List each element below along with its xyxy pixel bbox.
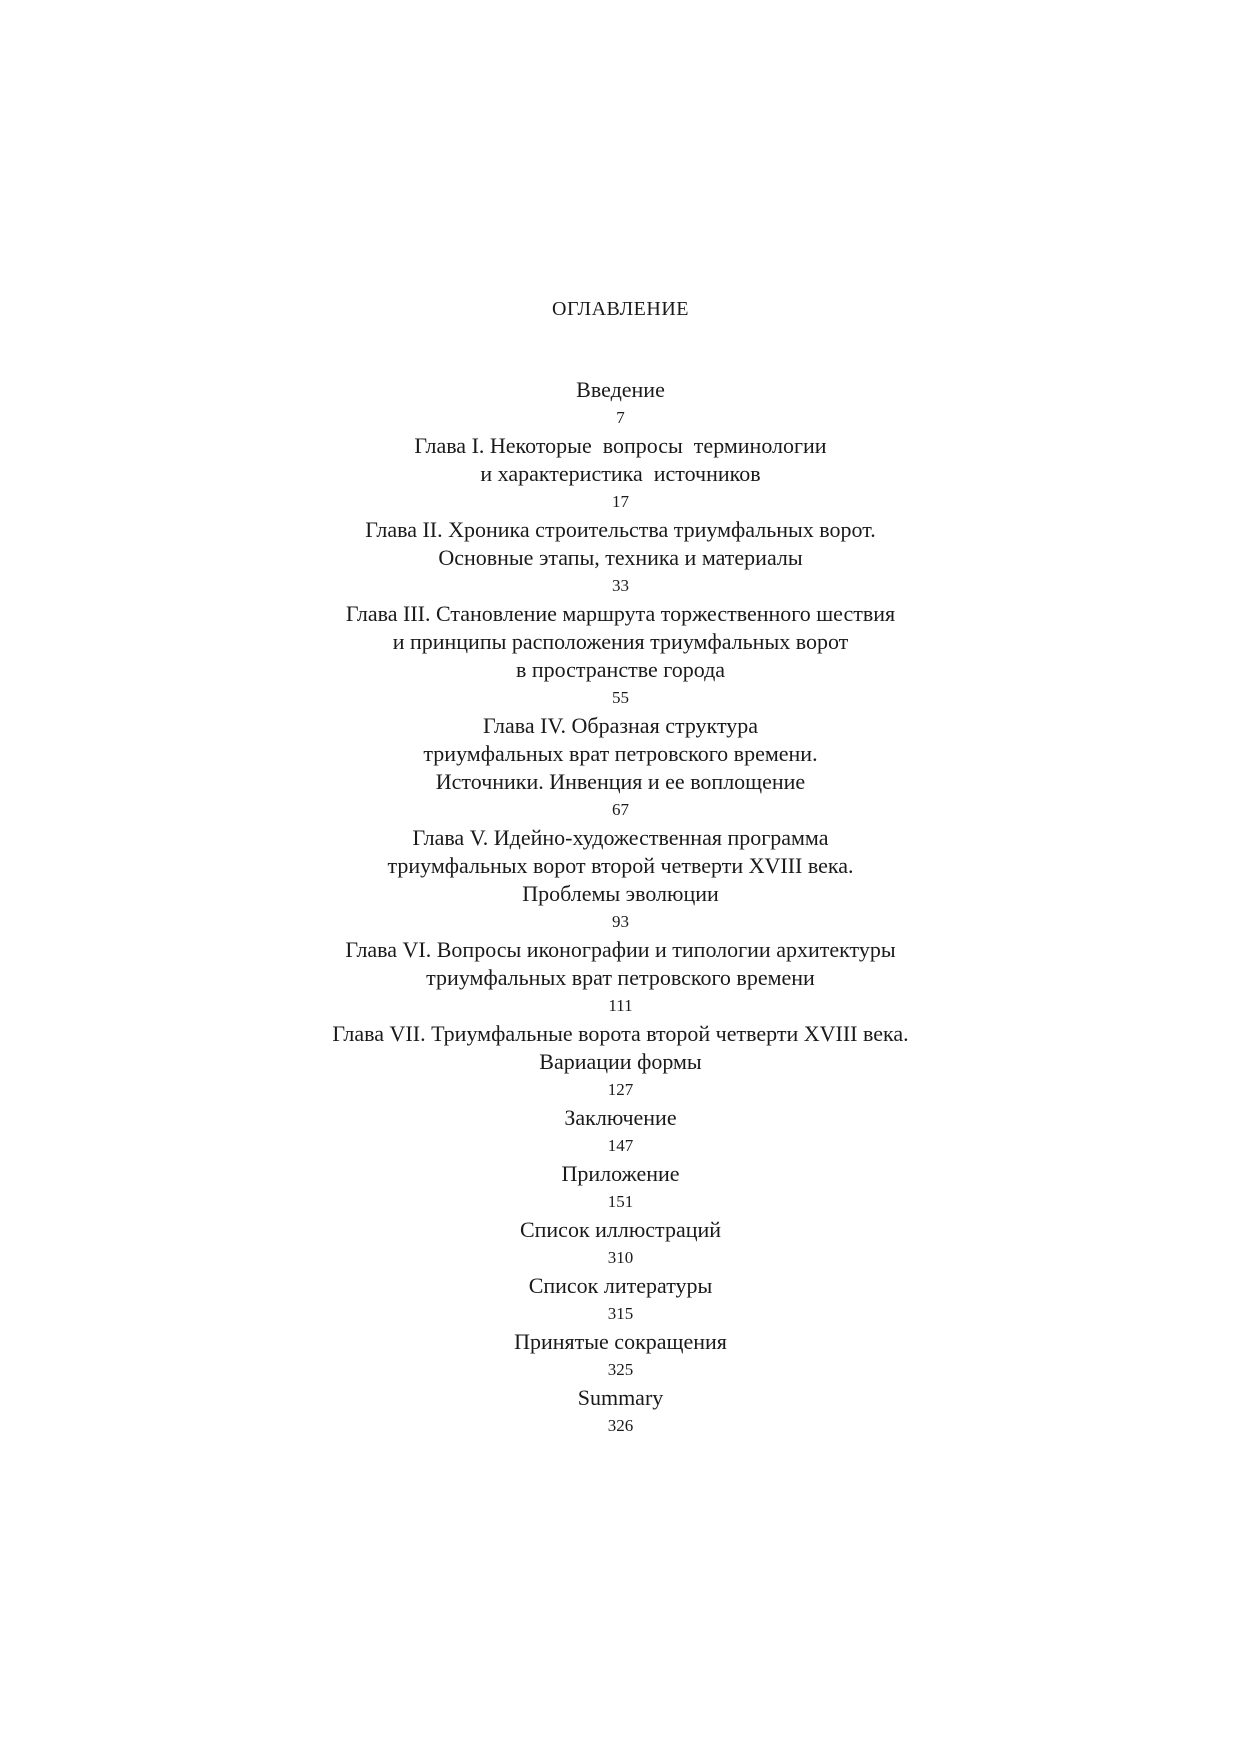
toc-entry-title-line: Глава III. Становление маршрута торжественного шествия — [345, 601, 896, 626]
toc-entry-title-line: Принятые сокращения — [514, 1329, 727, 1354]
toc-entry — [0, 712, 1241, 824]
toc-entry-page-number: 315 — [607, 1304, 634, 1323]
toc-entry-page-number: 17 — [612, 492, 629, 511]
toc-entry-title-line: Глава IV. Образная структура — [482, 713, 759, 738]
toc-entry-title-line: Список литературы — [528, 1273, 713, 1298]
toc-entry-title-line: Список иллюстраций — [519, 1217, 722, 1242]
toc-entry-title-line: Проблемы эволюции — [522, 881, 719, 906]
toc-entry — [0, 1216, 1241, 1272]
toc-entry — [0, 432, 1241, 516]
toc-entry-page-number: 326 — [607, 1416, 634, 1435]
toc-entry-page-number: 325 — [607, 1360, 634, 1379]
toc-entry-title-line: и принципы расположения триумфальных ворот — [392, 629, 849, 654]
toc-entry — [0, 516, 1241, 600]
toc-entry-title-line: Приложение — [561, 1161, 680, 1186]
toc-entry-title-line: триумфальных ворот второй четверти XVIII века. — [387, 853, 854, 878]
toc-entry-title-line: Вариации формы — [539, 1049, 702, 1074]
toc-entry-page-number: 147 — [607, 1136, 634, 1155]
toc-entry — [0, 1020, 1241, 1104]
toc-entry-title-line: и характеристика источников — [480, 461, 761, 486]
toc-entry — [0, 376, 1241, 432]
toc-entry-title-line: триумфальных врат петровского времени — [426, 965, 815, 990]
toc-entry-title-line: Глава V. Идейно-художественная программа — [412, 825, 829, 850]
page-title: ОГЛАВЛЕНИЕ — [552, 298, 689, 320]
toc-entry-page-number: 33 — [612, 576, 629, 595]
toc-entry-page-number: 310 — [607, 1248, 634, 1267]
toc-entry-page-number: 55 — [612, 688, 629, 707]
toc-entry-title-line: в пространстве города — [515, 657, 726, 682]
toc-entry-title-line: Summary — [577, 1385, 664, 1410]
toc-entry-title-line: Глава VII. Триумфальные ворота второй четверти XVIII века. — [332, 1021, 909, 1046]
toc-entry-title-line: Глава I. Некоторые вопросы терминологии — [414, 433, 827, 458]
toc-entry-title-line: Глава VI. Вопросы иконографии и типологии архитектуры — [345, 937, 896, 962]
toc-entry — [0, 1104, 1241, 1160]
toc-entry — [0, 1328, 1241, 1384]
toc-entry-title-line: Заключение — [564, 1105, 677, 1130]
toc-entry — [0, 1384, 1241, 1440]
toc-entry-title-line: Введение — [576, 377, 665, 402]
toc-entry-title-line: Источники. Инвенция и ее воплощение — [435, 769, 806, 794]
toc-entry-page-number: 151 — [607, 1192, 634, 1211]
toc-entry — [0, 1160, 1241, 1216]
toc-entry — [0, 600, 1241, 712]
toc-entry — [0, 824, 1241, 936]
toc-entry-page-number: 67 — [612, 800, 629, 819]
toc-entry-title-line: триумфальных врат петровского времени. — [423, 741, 818, 766]
toc-entry-page-number: 111 — [608, 996, 633, 1015]
toc-entry-page-number: 127 — [607, 1080, 634, 1099]
toc-entry — [0, 1272, 1241, 1328]
toc-entry-title-line: Глава II. Хроника строительства триумфальных ворот. — [365, 517, 876, 542]
toc-entry — [0, 936, 1241, 1020]
toc-entry-page-number: 93 — [612, 912, 629, 931]
table-of-contents — [0, 376, 1241, 1440]
toc-entry-title-line: Основные этапы, техника и материалы — [438, 545, 803, 570]
toc-entry-page-number: 7 — [616, 408, 625, 427]
